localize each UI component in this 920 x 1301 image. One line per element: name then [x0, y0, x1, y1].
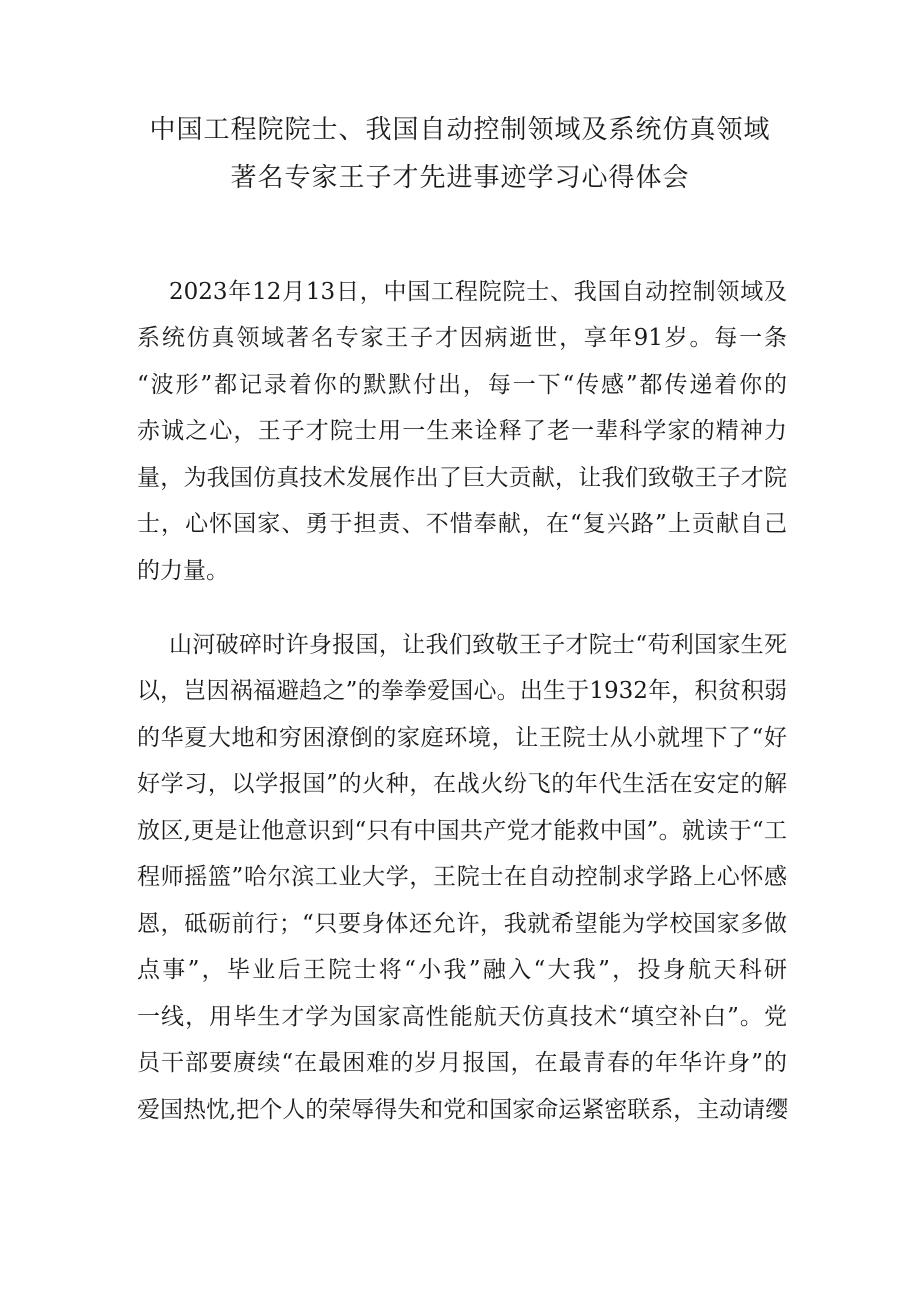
paragraph-line: 量，为我国仿真技术发展作出了巨大贡献，让我们致敬王子才院 [137, 465, 787, 491]
paragraph-line: 一线，用毕生才学为国家高性能航天仿真技术“填空补白”。党 [137, 1004, 787, 1030]
paragraph-line: 员干部要赓续“在最困难的岁月报国，在最青春的年华许身”的 [137, 1050, 787, 1076]
title-line: 中国工程院院士、我国自动控制领域及系统仿真领域 [149, 115, 771, 145]
title-line: 著名专家王子才先进事迹学习心得体会 [230, 163, 690, 193]
paragraph-line: 爱国热忱,把个人的荣辱得失和党和国家命运紧密联系，主动请缨 [137, 1097, 789, 1123]
paragraph-line: 好学习，以学报国”的火种，在战火纷飞的年代生活在安定的解 [137, 771, 787, 797]
paragraph-line: 点事”，毕业后王院士将“小我”融入“大我”，投身航天科研 [137, 957, 787, 983]
paragraph-line: 赤诚之心，王子才院士用一生来诠释了老一辈科学家的精神力 [137, 418, 787, 444]
paragraph-line: 山河破碎时许身报国，让我们致敬王子才院士“苟利国家生死 [169, 632, 787, 658]
paragraph-line: 的华夏大地和穷困潦倒的家庭环境，让王院士从小就埋下了“好 [137, 725, 787, 751]
paragraph-line: 恩，砥砺前行；“只要身体还允许，我就希望能为学校国家多做 [137, 911, 787, 937]
paragraph-line: “波形”都记录着你的默默付出，每一下“传感”都传递着你的 [137, 372, 787, 398]
paragraph-line: 以，岂因祸福避趋之”的拳拳爱国心。出生于1932年，积贫积弱 [137, 678, 787, 704]
paragraph-line: 放区,更是让他意识到“只有中国共产党才能救中国”。就读于“工 [137, 818, 787, 844]
document-title [120, 106, 800, 202]
paragraph-line: 系统仿真领域著名专家王子才因病逝世，享年91岁。每一条 [137, 325, 787, 351]
paragraph-line: 程师摇篮”哈尔滨工业大学，王院士在自动控制求学路上心怀感 [137, 864, 787, 890]
paragraph-line: 的力量。 [137, 558, 229, 584]
paragraph-line: 士，心怀国家、勇于担责、不惜奉献，在“复兴路”上贡献自己 [137, 511, 787, 537]
paragraph-line: 2023年12月13日，中国工程院院士、我国自动控制领域及 [169, 279, 787, 305]
